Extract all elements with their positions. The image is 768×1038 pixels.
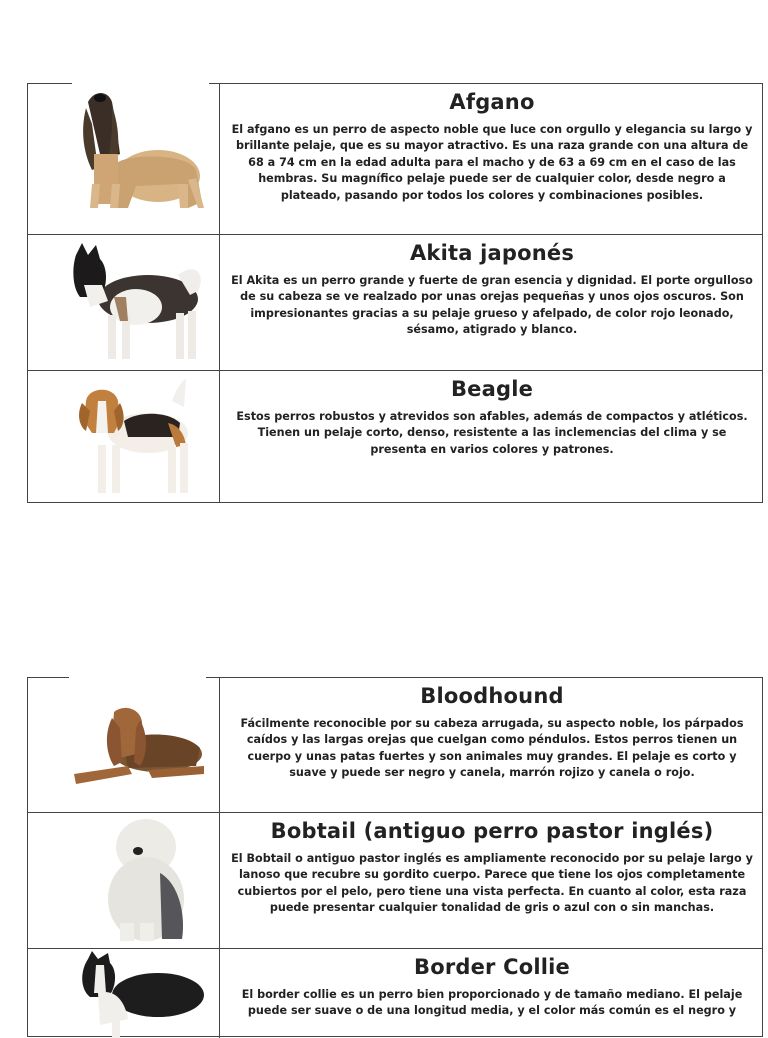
breed-image-cell — [28, 371, 220, 503]
breed-name: Bobtail (antiguo perro pastor inglés) — [270, 819, 714, 843]
breed-name: Afgano — [449, 90, 535, 114]
breed-image-cell — [28, 813, 220, 948]
breed-table-1 — [27, 83, 763, 503]
table-row — [28, 812, 763, 948]
table-row — [28, 234, 763, 370]
breed-description: El Akita es un perro grande y fuerte de gran esencia y dignidad. El porte orgulloso de su cabeza se ve realzado por unas orejas pequeñas y unos ojos oscuros. Son impresionantes gracias a su pelaje grueso y afelpado, de color rojo leonado, sésamo, atigrado y blanco. — [231, 274, 753, 337]
breed-text-cell — [221, 84, 763, 234]
breed-description: El afgano es un perro de aspecto noble que luce con orgullo y elegancia su largo y brillante pelaje, que es su mayor atractivo. Es una raza grande con una altura de 68 a 74 cm en la edad adulta para el macho y de 63 a 69 cm en el caso de las hembras. Su magnífico pelaje puede ser de cualquier color, desde negro a plateado, pasando por todos los colores y combinaciones posibles. — [231, 123, 753, 202]
photo-border-overlap — [72, 82, 209, 85]
table-row — [28, 370, 763, 503]
breed-name: Bloodhound — [420, 684, 564, 708]
afghan-hound-photo — [28, 84, 220, 234]
breed-name: Akita japonés — [409, 241, 575, 265]
bloodhound-photo — [28, 678, 220, 812]
table-row — [28, 948, 763, 1038]
breed-text-cell — [221, 235, 763, 370]
breed-text-cell — [221, 949, 763, 1038]
beagle-photo — [28, 371, 220, 503]
breed-table-2 — [27, 677, 763, 1037]
table-row — [28, 84, 763, 234]
table-row — [28, 678, 763, 812]
breed-text-cell — [221, 678, 763, 812]
breed-image-cell — [28, 678, 220, 812]
breed-description: Estos perros robustos y atrevidos son afables, además de compactos y atléticos. Tienen un pelaje corto, denso, resistente a las inclemencias del clima y se presenta en varios colores y patrones. — [236, 410, 748, 456]
border-collie-photo — [28, 949, 220, 1038]
breed-description: El border collie es un perro bien proporcionado y de tamaño mediano. El pelaje puede ser suave o de una longitud media, y el color más común es el negro y — [241, 988, 743, 1018]
breed-description: Fácilmente reconocible por su cabeza arrugada, su aspecto noble, los párpados caídos y las largas orejas que cuelgan como péndulos. Estos perros tienen un cuerpo y unas patas fuertes y son animales muy grandes. El pelaje es corto y suave y puede ser negro y canela, marrón rojizo y canela o rojo. — [240, 717, 744, 780]
breed-image-cell — [28, 235, 220, 370]
breed-description: El Bobtail o antiguo pastor inglés es ampliamente reconocido por su pelaje largo y lanoso que recubre su gordito cuerpo. Parece que tiene los ojos completamente cubiertos por el pelo, pero tiene una vista perfecta. En cuanto al color, esta raza puede presentar cualquier tonalidad de gris o azul con o sin manchas. — [231, 852, 753, 915]
breed-text-cell — [221, 371, 763, 503]
breed-name: Border Collie — [413, 955, 570, 979]
breed-image-cell — [28, 84, 220, 234]
breed-image-cell — [28, 949, 220, 1038]
breed-text-cell — [221, 813, 763, 948]
bobtail-photo — [28, 813, 220, 948]
akita-photo — [28, 235, 220, 370]
breed-name: Beagle — [450, 377, 534, 401]
photo-border-overlap — [69, 676, 206, 679]
